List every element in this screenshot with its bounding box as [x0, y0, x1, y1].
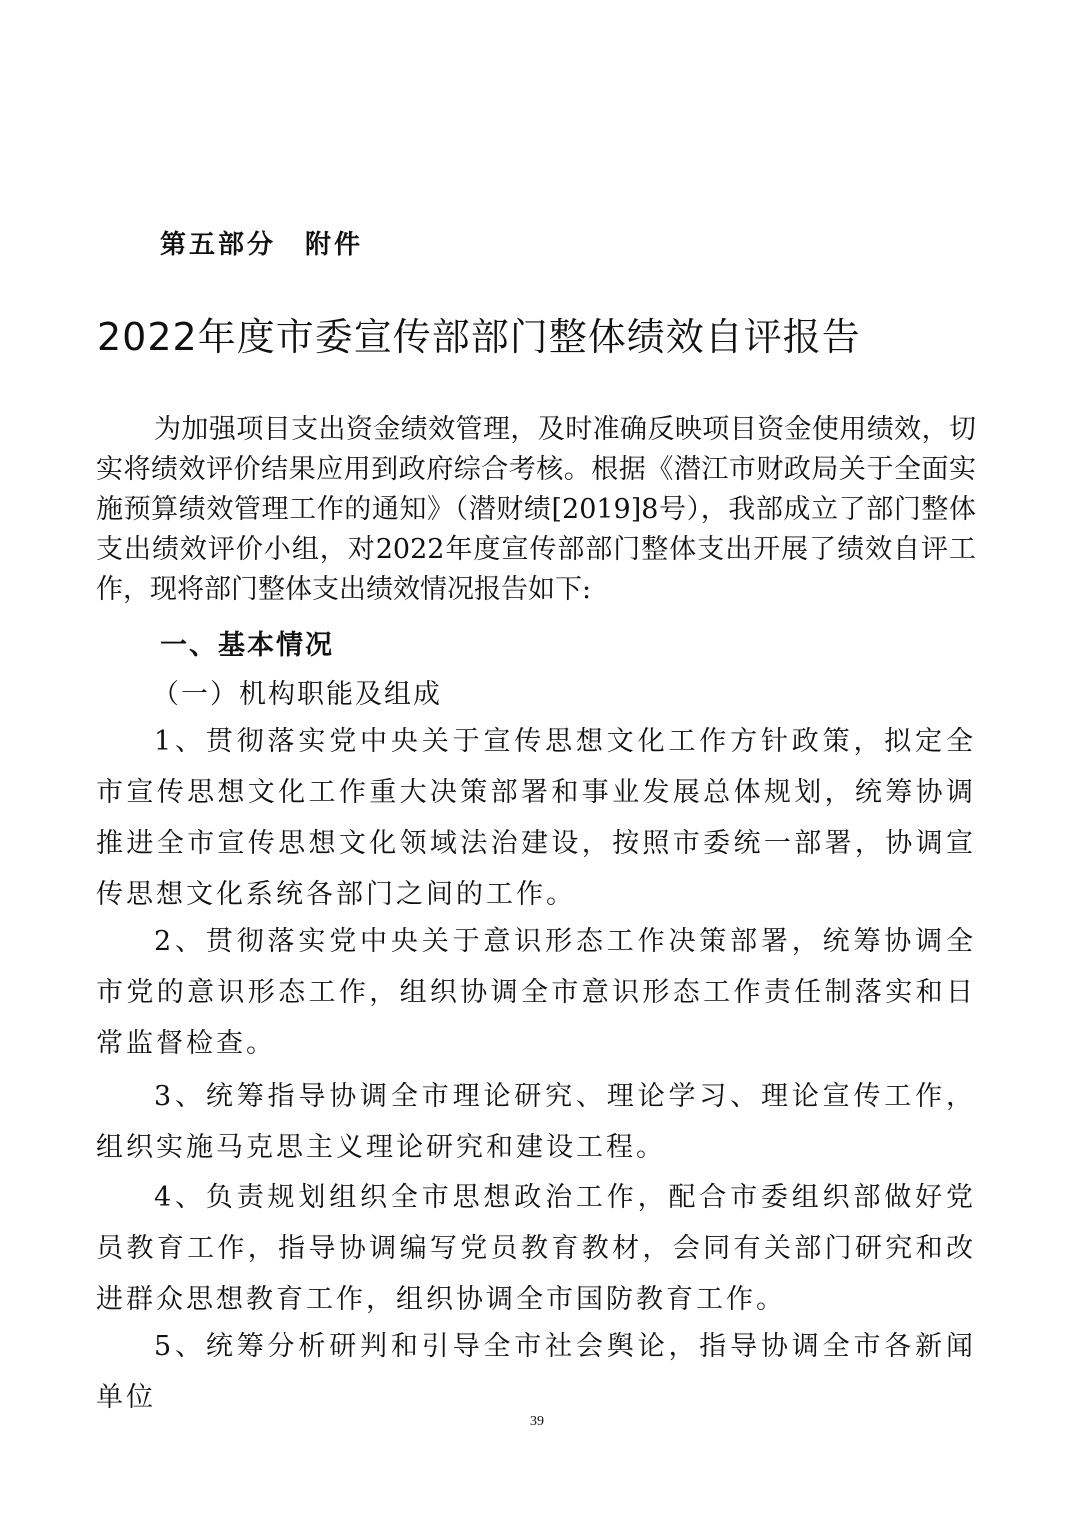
- list-item: 2、贯彻落实党中央关于意识形态工作决策部署，统筹协调全市党的意识形态工作，组织协调全市意识形态工作责任制落实和日常监督检查。: [96, 926, 976, 1059]
- list-item: 5、统筹分析研判和引导全市社会舆论，指导协调全市各新闻单位: [96, 1331, 976, 1413]
- list-item: 1、贯彻落实党中央关于宣传思想文化工作方针政策，拟定全市宣传思想文化工作重大决策部署和事业发展总体规划，统筹协调推进全市宣传思想文化领域法治建设，按照市委统一部署，协调宣传思想文化系统各部门之间的工作。: [96, 726, 976, 910]
- part-label: 第五部分 附件: [160, 230, 364, 260]
- page-number: 39: [530, 1414, 544, 1429]
- section-heading: 一、基本情况: [160, 630, 334, 661]
- sub-heading: （一）机构职能及组成: [152, 679, 442, 710]
- page-title: 2022年度市委宣传部部门整体绩效自评报告: [97, 315, 861, 359]
- list-item: 4、负责规划组织全市思想政治工作，配合市委组织部做好党员教育工作，指导协调编写党员教育教材，会同有关部门研究和改进群众思想教育工作，组织协调全市国防教育工作。: [96, 1182, 976, 1315]
- intro-paragraph: 为加强项目支出资金绩效管理，及时准确反映项目资金使用绩效，切实将绩效评价结果应用到政府综合考核。根据《潜江市财政局关于全面实施预算绩效管理工作的通知》（潜财绩[2019]8号），我部成立了部门整体支出绩效评价小组，对2022年度宣传部部门整体支出开展了绩效自评工作，现将部门整体支出绩效情况报告如下:: [96, 414, 976, 605]
- list-item: 3、统筹指导协调全市理论研究、理论学习、理论宣传工作，组织实施马克思主义理论研究和建设工程。: [96, 1081, 976, 1163]
